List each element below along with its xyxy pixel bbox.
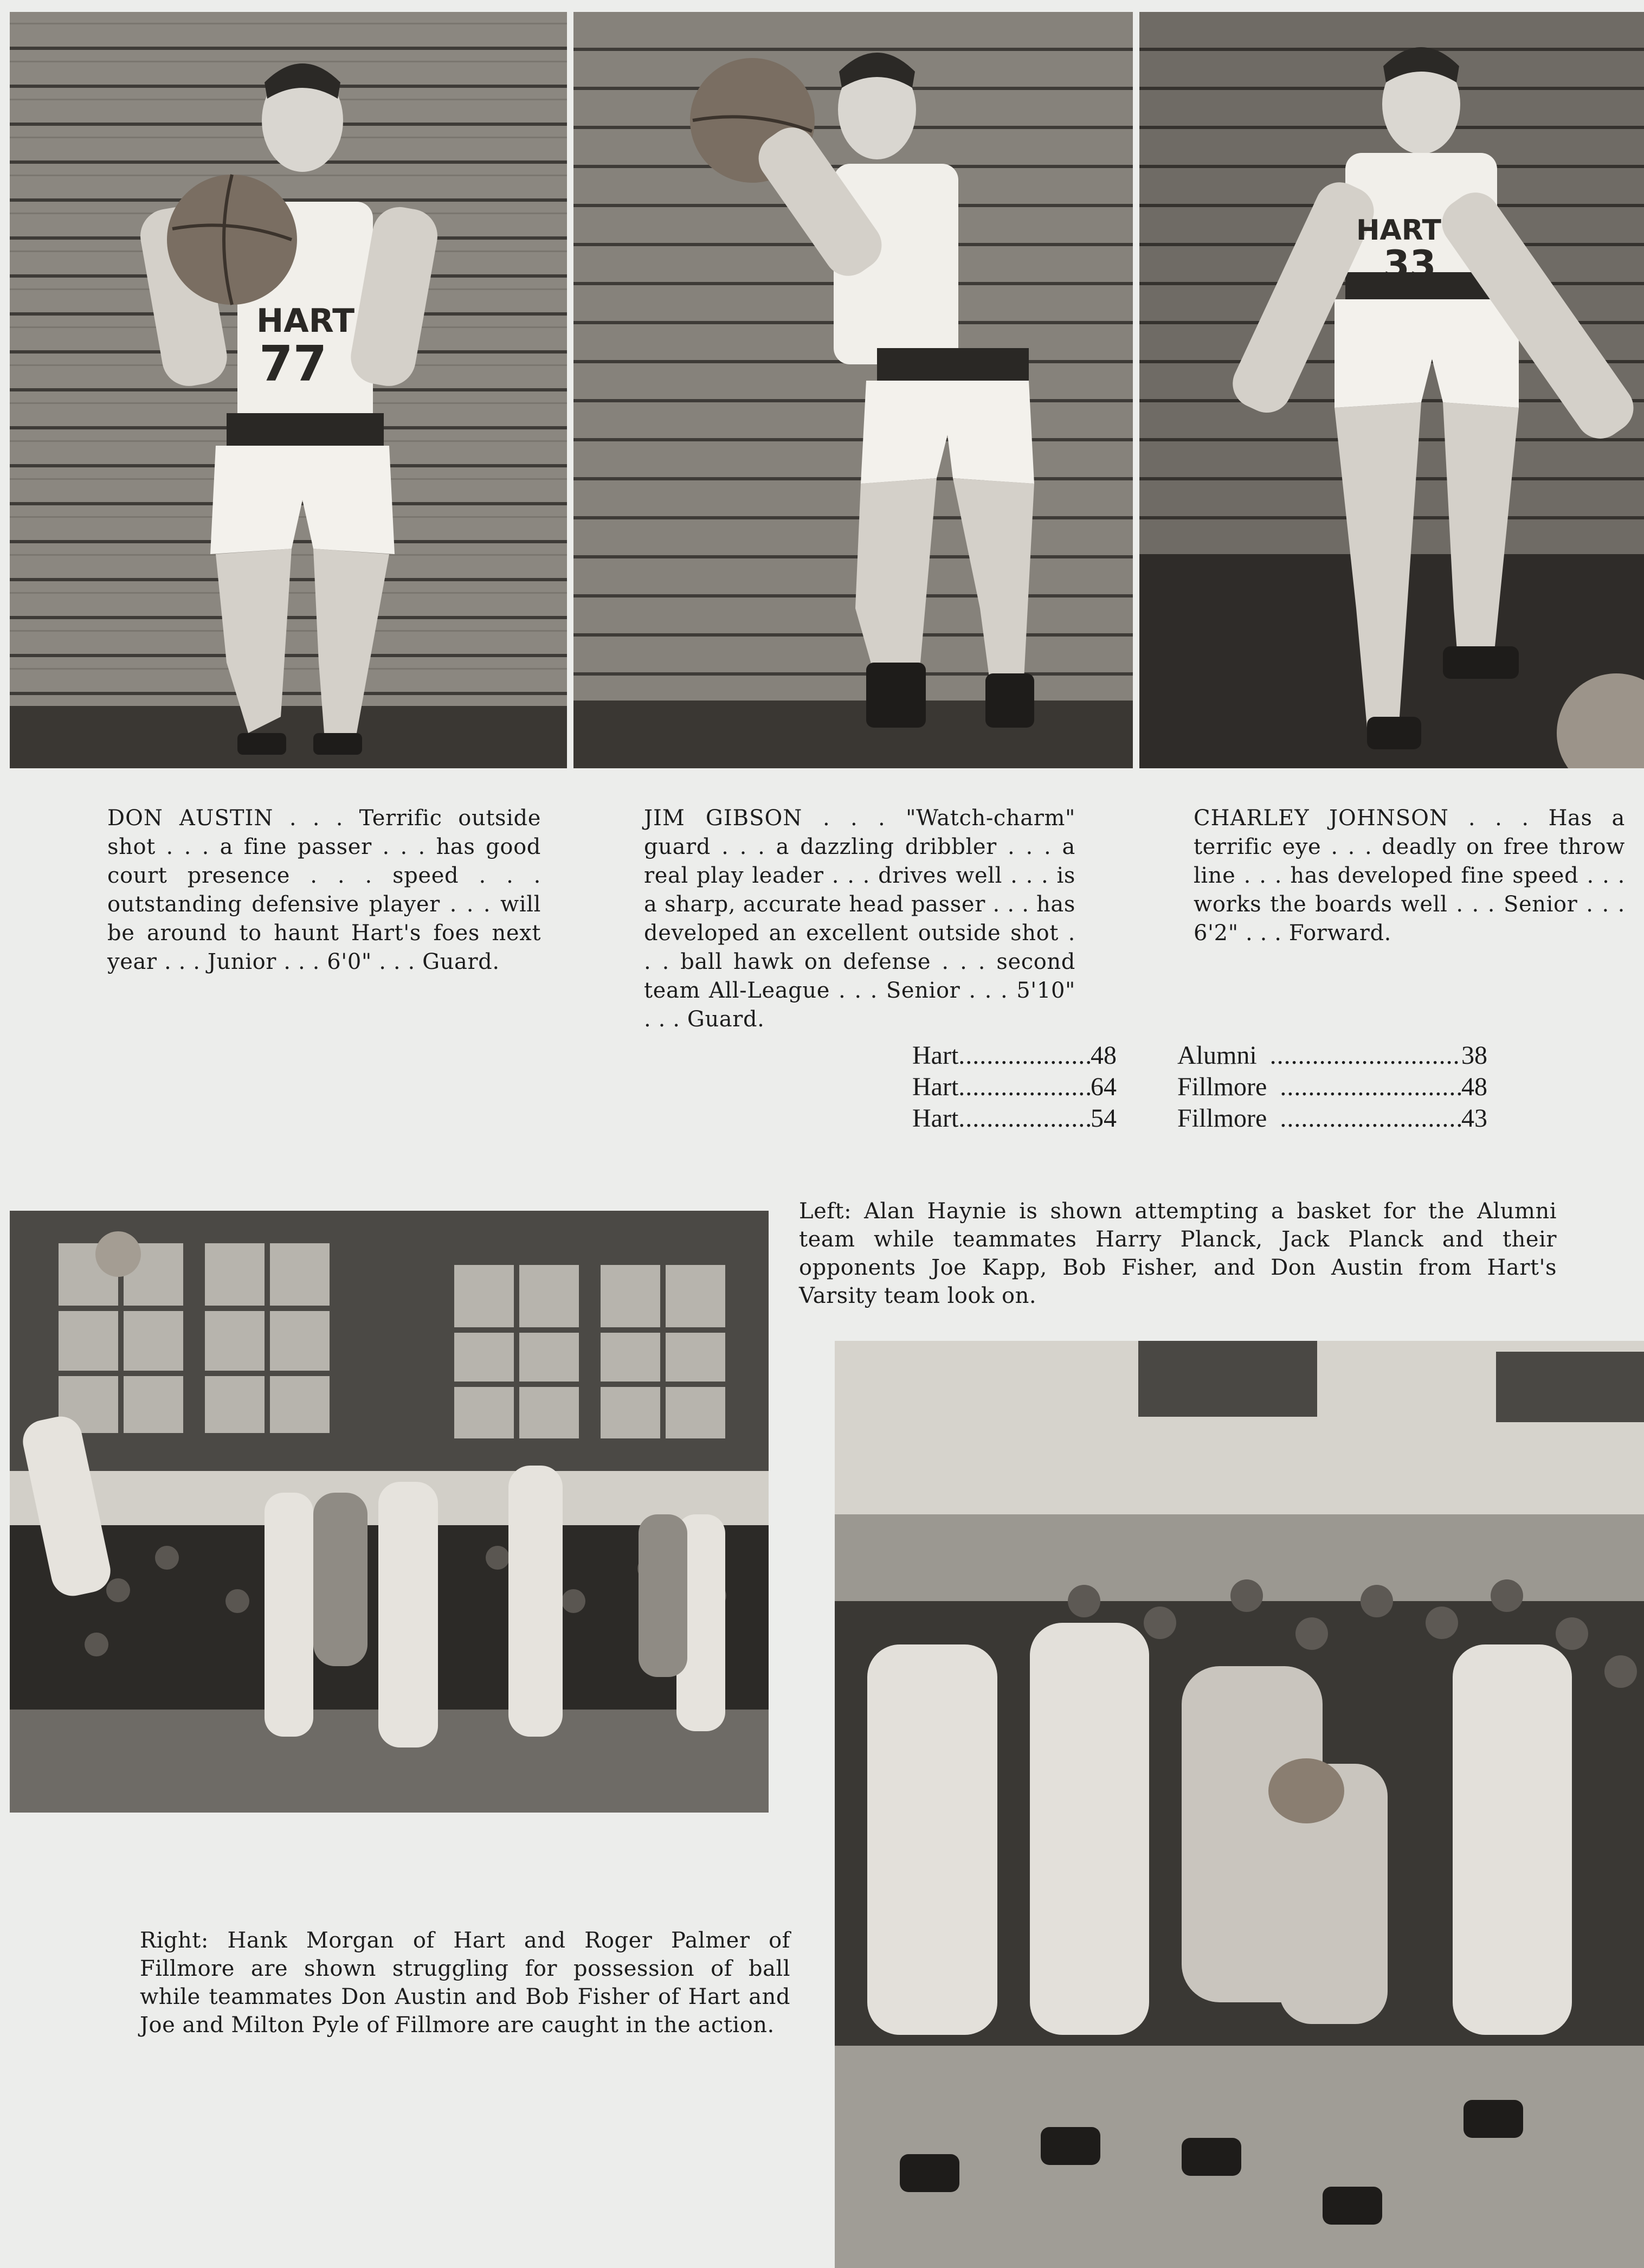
player-description: . . . Has a terrific eye . . . deadly on free throw line . . . has developed fine speed . . . works the boards well . . . Senior . . . 6'2" . . . Forward. [1194, 806, 1626, 946]
opponent-score: 48 [1461, 1072, 1487, 1101]
team-name: Hart [912, 1072, 959, 1101]
photo-fillmore-game [835, 1341, 1644, 2268]
opponent-score: 43 [1461, 1104, 1487, 1133]
photo-don-austin [10, 12, 567, 768]
opponent-name: Fillmore [1177, 1104, 1267, 1133]
score-row-hart [912, 1040, 1117, 1071]
photo-alumni-game [10, 1211, 769, 1813]
jersey-number: 77 [259, 336, 327, 393]
opponent-name: Fillmore [1177, 1072, 1267, 1101]
score-row-opponent [1177, 1040, 1487, 1071]
bio-jim-gibson [644, 804, 1075, 1034]
score-row-opponent [1177, 1103, 1487, 1134]
opponent-score: 38 [1461, 1041, 1487, 1070]
player-name: DON AUSTIN [107, 806, 274, 831]
team-score: 54 [1091, 1104, 1117, 1133]
team-name: Hart [912, 1041, 959, 1070]
bio-charley-johnson [1194, 804, 1625, 948]
score-row-opponent [1177, 1071, 1487, 1103]
score-row-hart [912, 1103, 1117, 1134]
jersey-number: 33 [1383, 242, 1436, 287]
team-name: Hart [912, 1104, 959, 1133]
opponent-name: Alumni [1177, 1041, 1257, 1070]
caption-left-photo: Left: Alan Haynie is shown attempting a basket for the Alumni team while teammates Harry Planck, Jack Planck and their opponents Joe Kapp, Bob Fisher, and Don Austin from Hart's Varsity team look on. [799, 1199, 1557, 1308]
jersey-lettering: HART [256, 302, 355, 340]
caption-right-photo: Right: Hank Morgan of Hart and Roger Palmer of Fillmore are shown struggling for possession of ball while teammates Don Austin and Bob Fisher of Hart and Joe and Milton Pyle of Fillmore are caught in the action. [140, 1928, 790, 2038]
score-row-hart [912, 1071, 1117, 1103]
team-score: 48 [1091, 1041, 1117, 1070]
player-name: JIM GIBSON [644, 806, 803, 831]
jersey-lettering: HART [1356, 214, 1441, 247]
player-description: . . . "Watch-charm" guard . . . a dazzling dribbler . . . a real play leader . . . drives well . . . is a sharp, accurate head passer . . . has developed an excellent outside shot . . . ball hawk on defense . . . second team All-League . . . Senior . . . 5'10" . . . Guard. [644, 806, 1075, 1032]
team-score: 64 [1091, 1072, 1117, 1101]
bio-don-austin [107, 804, 541, 976]
photo-charley-johnson [1139, 12, 1644, 768]
player-name: CHARLEY JOHNSON [1194, 806, 1449, 831]
player-description: . . . Terrific outside shot . . . a fine passer . . . has good court presence . . . speed . . . outstanding defensive player . . . will be around to haunt Hart's foes next year . . . Junior . . . 6'0" . . . Guard. [107, 806, 541, 974]
photo-jim-gibson [573, 12, 1133, 768]
